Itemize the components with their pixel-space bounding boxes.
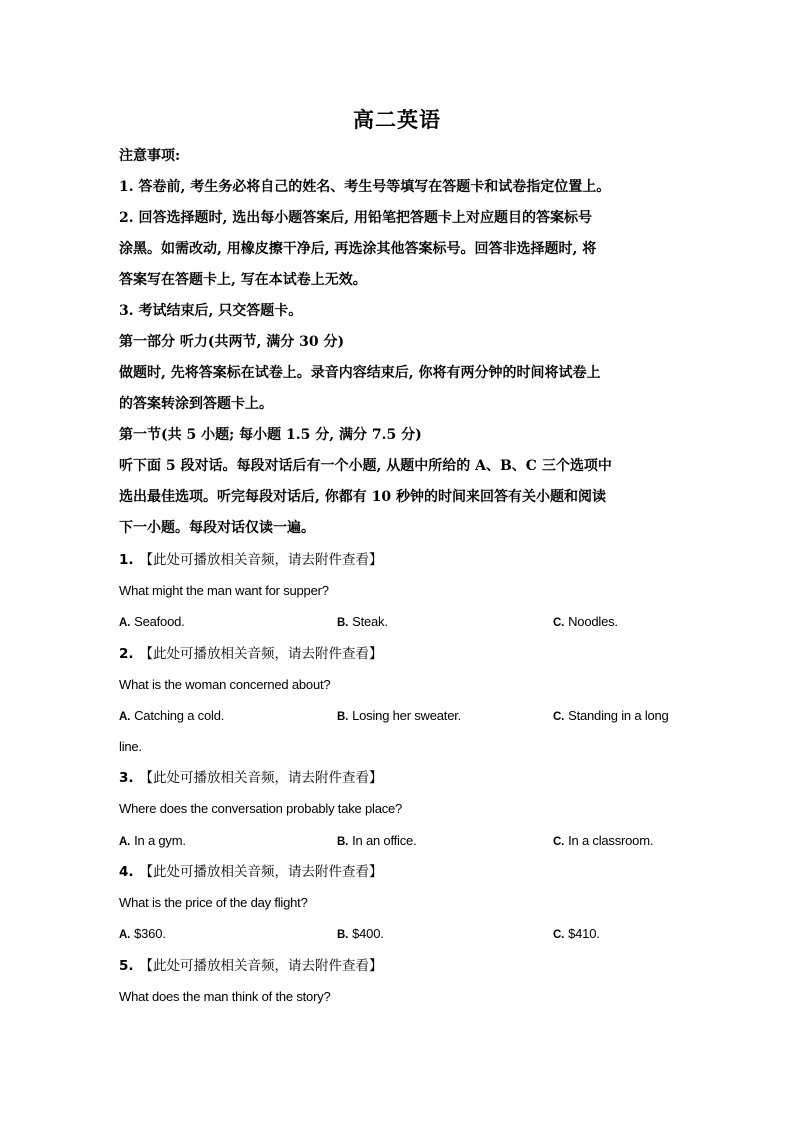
audio-note: 【此处可播放相关音频，请去附件查看】 bbox=[139, 958, 383, 974]
question-3-text: Where does the conversation probably take place? bbox=[119, 801, 403, 816]
question-5-text: What does the man think of the story? bbox=[119, 989, 331, 1004]
audio-note: 【此处可播放相关音频，请去附件查看】 bbox=[139, 646, 383, 662]
question-number: 5. bbox=[119, 958, 134, 974]
question-number: 3. bbox=[119, 770, 134, 786]
question-number: 1. bbox=[119, 552, 134, 568]
question-2-option-b[interactable]: B. Losing her sweater. bbox=[337, 708, 462, 723]
part1-heading: 第一部分 听力(共两节, 满分 30 分) bbox=[119, 334, 345, 350]
section1-intro-line-3: 下一小题。每段对话仅读一遍。 bbox=[119, 520, 315, 536]
question-1-option-b[interactable]: B. Steak. bbox=[337, 614, 388, 629]
question-number: 4. bbox=[119, 864, 134, 880]
question-number: 2. bbox=[119, 646, 134, 662]
question-1-option-c[interactable]: C. Noodles. bbox=[553, 614, 618, 629]
section1-heading: 第一节(共 5 小题; 每小题 1.5 分, 满分 7.5 分) bbox=[119, 427, 422, 443]
question-2-header bbox=[119, 644, 383, 664]
part1-intro-line-2: 的答案转涂到答题卡上。 bbox=[119, 396, 273, 412]
notice-heading: 注意事项: bbox=[119, 148, 181, 164]
question-4-text: What is the price of the day flight? bbox=[119, 895, 308, 910]
question-2-option-a[interactable]: A. Catching a cold. bbox=[119, 708, 225, 723]
question-3-header bbox=[119, 768, 383, 788]
question-2-option-c[interactable]: C. Standing in a long bbox=[553, 708, 669, 723]
question-1-option-a[interactable]: A. Seafood. bbox=[119, 614, 185, 629]
question-3-option-a[interactable]: A. In a gym. bbox=[119, 833, 186, 848]
part1-intro-line-1: 做题时, 先将答案标在试卷上。录音内容结束后, 你将有两分钟的时间将试卷上 bbox=[119, 365, 601, 381]
question-3-option-c[interactable]: C. In a classroom. bbox=[553, 833, 654, 848]
audio-note: 【此处可播放相关音频，请去附件查看】 bbox=[139, 552, 383, 568]
audio-note: 【此处可播放相关音频，请去附件查看】 bbox=[139, 864, 383, 880]
notice-item-2-cont2: 答案写在答题卡上, 写在本试卷上无效。 bbox=[119, 272, 367, 288]
question-1-header bbox=[119, 550, 383, 570]
notice-item-1: 1. 答卷前, 考生务必将自己的姓名、考生号等填写在答题卡和试卷指定位置上。 bbox=[119, 179, 611, 195]
page-title: 高二英语 bbox=[353, 107, 441, 132]
section1-intro-line-1: 听下面 5 段对话。每段对话后有一个小题, 从题中所给的 A、B、C 三个选项中 bbox=[119, 458, 612, 474]
question-4-option-b[interactable]: B. $400. bbox=[337, 926, 384, 941]
notice-item-2-cont: 涂黑。如需改动, 用橡皮擦干净后, 再选涂其他答案标号。回答非选择题时, 将 bbox=[119, 241, 597, 257]
audio-note: 【此处可播放相关音频，请去附件查看】 bbox=[139, 770, 383, 786]
question-2-text: What is the woman concerned about? bbox=[119, 677, 331, 692]
question-4-header bbox=[119, 862, 383, 882]
question-2-option-c-wrap: line. bbox=[119, 739, 142, 754]
question-1-text: What might the man want for supper? bbox=[119, 583, 329, 598]
notice-item-3: 3. 考试结束后, 只交答题卡。 bbox=[119, 303, 303, 319]
question-4-option-a[interactable]: A. $360. bbox=[119, 926, 166, 941]
section1-intro-line-2: 选出最佳选项。听完每段对话后, 你都有 10 秒钟的时间来回答有关小题和阅读 bbox=[119, 489, 606, 505]
notice-item-2: 2. 回答选择题时, 选出每小题答案后, 用铅笔把答题卡上对应题目的答案标号 bbox=[119, 210, 592, 226]
question-3-option-b[interactable]: B. In an office. bbox=[337, 833, 417, 848]
question-4-option-c[interactable]: C. $410. bbox=[553, 926, 600, 941]
question-5-header bbox=[119, 956, 383, 976]
